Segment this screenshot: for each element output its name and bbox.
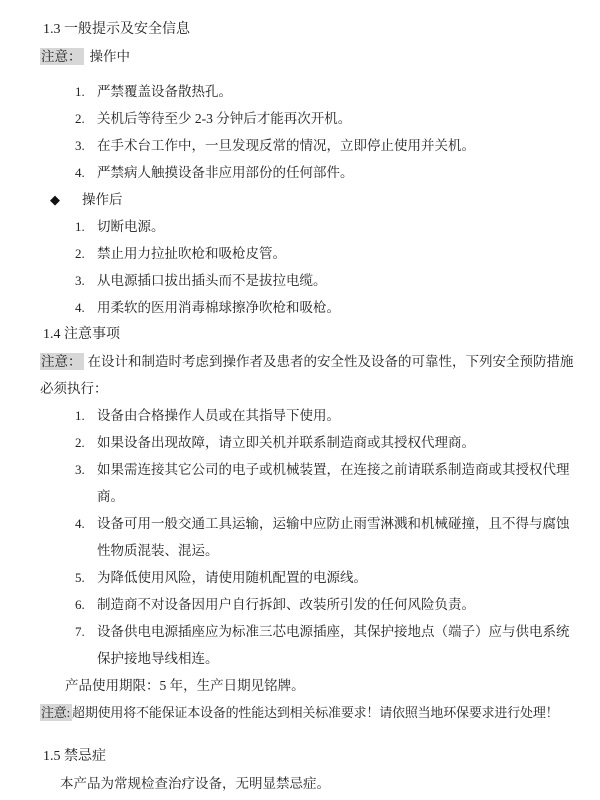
list-item-text: 如果设备出现故障，请立即关机并联系制造商或其授权代理商。 <box>97 435 475 450</box>
section-1-5-heading: 1.5 禁忌症 <box>43 749 106 764</box>
notice-precautions-paragraph <box>40 348 578 402</box>
notice-operating-line <box>40 43 578 70</box>
notice-label: 注意： <box>41 354 82 369</box>
list-item-text: 设备可用一般交通工具运输，运输中应防止雨雪淋溅和机械碰撞，且不得与腐蚀性物质混装、混运。 <box>97 516 570 558</box>
list-item <box>75 267 578 294</box>
list-item-number: 6. <box>75 597 85 612</box>
list-item-number: 1. <box>75 408 85 423</box>
operating-precautions-list <box>40 78 578 186</box>
list-item-text: 禁止用力拉扯吹枪和吸枪皮管。 <box>97 246 286 261</box>
list-item <box>75 456 578 510</box>
list-item <box>75 240 578 267</box>
section-1-4-heading: 1.4 注意事项 <box>43 327 120 342</box>
list-item <box>75 294 578 321</box>
list-item-text: 制造商不对设备因用户自行拆卸、改装所引发的任何风险负责。 <box>97 597 475 612</box>
list-item-number: 1. <box>75 84 85 99</box>
list-item-number: 4. <box>75 165 85 180</box>
notice-label: 注意： <box>41 49 82 64</box>
after-operation-label: 操作后 <box>82 192 123 207</box>
list-item <box>75 132 578 159</box>
list-item <box>75 159 578 186</box>
list-item-text: 关机后等待至少 2-3 分钟后才能再次开机。 <box>97 111 352 126</box>
notice-operating-title: 操作中 <box>89 49 130 64</box>
diamond-bullet-icon: ◆ <box>50 192 60 207</box>
list-item-text: 从电源插口拔出插头而不是拔拉电缆。 <box>97 273 327 288</box>
notice-expiry-line <box>40 699 578 726</box>
list-item-text: 设备由合格操作人员或在其指导下使用。 <box>97 408 340 423</box>
contraindication-line: 本产品为常规检查治疗设备，无明显禁忌症。 <box>60 776 330 791</box>
list-item-number: 1. <box>75 219 85 234</box>
list-item-number: 4. <box>75 300 85 315</box>
list-item-text: 设备供电电源插座应为标准三芯电源插座，其保护接地点（端子）应与供电系统保护接地导线相连。 <box>97 624 570 666</box>
list-item <box>75 429 578 456</box>
notice-label: 注意: <box>41 705 71 720</box>
list-item-number: 3. <box>75 138 85 153</box>
list-item-text: 严禁病人触摸设备非应用部份的任何部件。 <box>97 165 354 180</box>
precautions-list <box>40 402 578 672</box>
notice-precautions-text: 在设计和制造时考虑到操作者及患者的安全性及设备的可靠性，下列安全预防措施必须执行： <box>40 354 574 396</box>
list-item <box>75 510 578 564</box>
list-item-text: 为降低使用风险，请使用随机配置的电源线。 <box>97 570 367 585</box>
list-item <box>75 564 578 591</box>
list-item-text: 切断电源。 <box>97 219 165 234</box>
section-1-3-heading: 1.3 一般提示及安全信息 <box>43 22 190 37</box>
after-operation-list <box>40 213 578 321</box>
notice-expiry-text: 超期使用将不能保证本设备的性能达到相关标准要求！请依照当地环保要求进行处理！ <box>72 705 559 720</box>
list-item-text: 用柔软的医用消毒棉球擦净吹枪和吸枪。 <box>97 300 340 315</box>
after-operation-heading <box>40 186 578 213</box>
list-item-number: 4. <box>75 516 85 531</box>
product-lifespan-line: 产品使用期限：5 年，生产日期见铭牌。 <box>65 678 305 693</box>
list-item-number: 2. <box>75 435 85 450</box>
list-item-number: 2. <box>75 111 85 126</box>
list-item-number: 3. <box>75 462 85 477</box>
list-item <box>75 213 578 240</box>
list-item-number: 7. <box>75 624 85 639</box>
list-item <box>75 591 578 618</box>
list-item-text: 如果需连接其它公司的电子或机械装置，在连接之前请联系制造商或其授权代理商。 <box>97 462 570 504</box>
list-item <box>75 618 578 672</box>
list-item-text: 在手术台工作中，一旦发现反常的情况，立即停止使用并关机。 <box>97 138 475 153</box>
list-item <box>75 78 578 105</box>
list-item <box>75 402 578 429</box>
list-item <box>75 105 578 132</box>
list-item-number: 5. <box>75 570 85 585</box>
list-item-number: 2. <box>75 246 85 261</box>
list-item-text: 严禁覆盖设备散热孔。 <box>97 84 232 99</box>
list-item-number: 3. <box>75 273 85 288</box>
